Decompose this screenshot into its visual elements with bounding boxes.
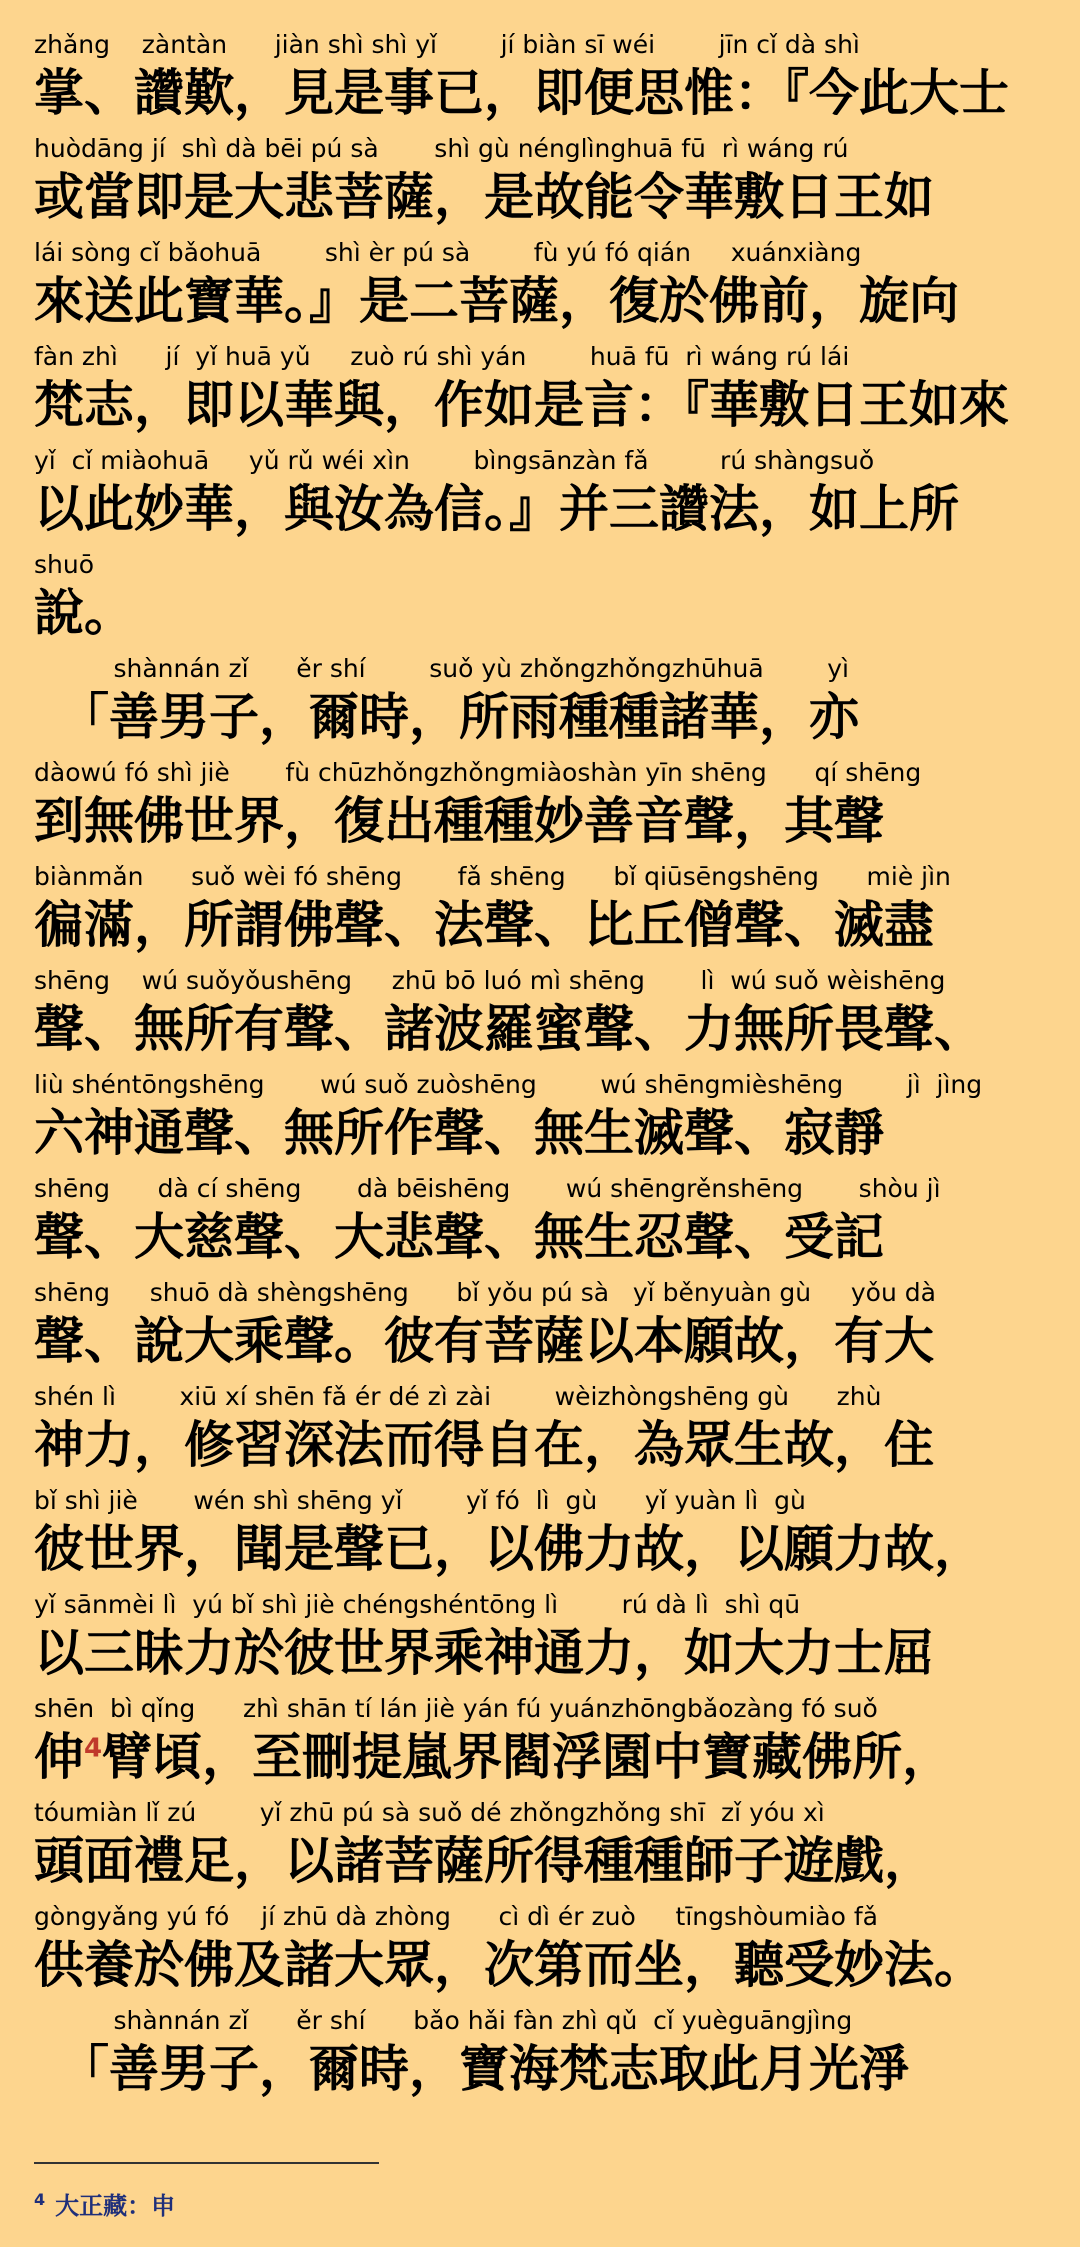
chinese-text: 以三昧力於彼世界乘神通力，如大力士屈 [34,1624,934,1682]
text-line [34,860,1054,966]
pinyin-annotation: shànnán zǐ ěr shí suǒ yù zhǒngzhǒngzhūhuā yì [34,654,849,683]
chinese-text: 到無佛世界，復出種種妙善音聲，其聲 [34,792,884,850]
pinyin-annotation: shēng dà cí shēng dà bēishēng wú shēngrěnshēng shòu jì [34,1174,941,1203]
chinese-text: 掌、讚歎，見是事已，即便思惟：『今此大士 [34,64,1009,122]
chinese-text: 頭面禮足，以諸菩薩所得種種師子遊戲， [34,1832,934,1890]
chinese-text-segment: 臂頃，至刪提嵐界閻浮園中寶藏佛所， [102,1728,953,1786]
text-line [34,1172,1054,1278]
chinese-text: 說。 [34,584,134,642]
pinyin-annotation: lái sòng cǐ bǎohuā shì èr pú sà fù yú fó qián xuánxiàng [34,238,862,267]
footnote [34,2180,734,2220]
text-line [34,1900,1054,2006]
chinese-text: 「善男子，爾時，寶海梵志取此月光淨 [34,2040,909,2098]
text-line [34,652,1054,758]
pinyin-annotation: gòngyǎng yú fó jí zhū dà zhòng cì dì ér zuò tīngshòumiào fǎ [34,1902,878,1931]
pinyin-annotation: zhǎng zàntàn jiàn shì shì yǐ jí biàn sī wéi jīn cǐ dà shì [34,30,860,59]
pinyin-annotation: dàowú fó shì jiè fù chūzhǒngzhǒngmiàoshàn yīn shēng qí shēng [34,758,922,787]
pinyin-annotation: shēng wú suǒyǒushēng zhū bō luó mì shēng lì wú suǒ wèishēng [34,966,946,995]
pinyin-annotation: tóumiàn lǐ zú yǐ zhū pú sà suǒ dé zhǒngzhǒng shī zǐ yóu xì [34,1798,825,1827]
pinyin-annotation: huòdāng jí shì dà bēi pú sà shì gù nénglìnghuā fū rì wáng rú [34,134,849,163]
chinese-text [34,1722,1054,1792]
chinese-text: 聲、無所有聲、諸波羅蜜聲、力無所畏聲、 [34,1000,984,1058]
pinyin-annotation: shuō [34,550,95,579]
chinese-text: 神力，修習深法而得自在，為眾生故，住 [34,1416,934,1474]
chinese-text: 供養於佛及諸大眾，次第而坐，聽受妙法。 [34,1936,984,1994]
text-line [34,1276,1054,1382]
text-line [34,964,1054,1070]
text-line [34,236,1054,342]
pinyin-annotation: shén lì xiū xí shēn fǎ ér dé zì zài wèizhòngshēng gù zhù [34,1382,882,1411]
footnote-divider [34,2162,379,2164]
text-line [34,1380,1054,1486]
chinese-text: 以此妙華，與汝為信。』并三讚法，如上所 [34,480,959,538]
chinese-text-segment: 伸 [34,1728,84,1786]
text-line [34,756,1054,862]
text-line [34,2004,1054,2110]
pinyin-annotation: shēng shuō dà shèngshēng bǐ yǒu pú sà yǐ běnyuàn gù yǒu dà [34,1278,936,1307]
text-line [34,340,1054,446]
text-line [34,1484,1054,1590]
pinyin-annotation: yǐ sānmèi lì yú bǐ shì jiè chéngshéntōng lì rú dà lì shì qū [34,1590,801,1619]
text-line [34,1068,1054,1174]
chinese-text: 徧滿，所謂佛聲、法聲、比丘僧聲、滅盡 [34,896,934,954]
text-line [34,1796,1054,1902]
footnote-number: 4 [34,2190,46,2209]
text-line [34,132,1054,238]
text-line [34,28,1054,134]
pinyin-annotation: fàn zhì jí yǐ huā yǔ zuò rú shì yán huā fū rì wáng rú lái [34,342,850,371]
pinyin-annotation: bǐ shì jiè wén shì shēng yǐ yǐ fó lì gù yǐ yuàn lì gù [34,1486,806,1515]
footnote-text: 大正藏：申 [55,2192,176,2220]
chinese-text: 彼世界，聞是聲已，以佛力故，以願力故， [34,1520,984,1578]
chinese-text: 梵志，即以華與，作如是言：『華敷日王如來 [34,376,1009,434]
text-line [34,1692,1054,1798]
pinyin-annotation: shēn bì qǐng zhì shān tí lán jiè yán fú yuánzhōngbǎozàng fó suǒ [34,1694,878,1723]
chinese-text: 聲、說大乘聲。彼有菩薩以本願故，有大 [34,1312,934,1370]
footnote-reference[interactable]: 4 [84,1733,103,1764]
text-line [34,1588,1054,1694]
pinyin-annotation: shànnán zǐ ěr shí bǎo hǎi fàn zhì qǔ cǐ yuèguāngjìng [34,2006,853,2035]
text-line [34,444,1054,550]
chinese-text: 來送此寶華。』是二菩薩，復於佛前，旋向 [34,272,959,330]
chinese-text: 聲、大慈聲、大悲聲、無生忍聲、受記 [34,1208,884,1266]
chinese-text: 「善男子，爾時，所雨種種諸華，亦 [34,688,859,746]
chinese-text: 或當即是大悲菩薩，是故能令華敷日王如 [34,168,934,226]
text-line [34,548,1054,654]
pinyin-annotation: biànmǎn suǒ wèi fó shēng fǎ shēng bǐ qiūsēngshēng miè jìn [34,862,951,891]
chinese-text: 六神通聲、無所作聲、無生滅聲、寂靜 [34,1104,884,1162]
pinyin-annotation: liù shéntōngshēng wú suǒ zuòshēng wú shēngmièshēng jì jìng [34,1070,983,1099]
pinyin-annotation: yǐ cǐ miàohuā yǔ rǔ wéi xìn bìngsānzàn fǎ rú shàngsuǒ [34,446,875,475]
